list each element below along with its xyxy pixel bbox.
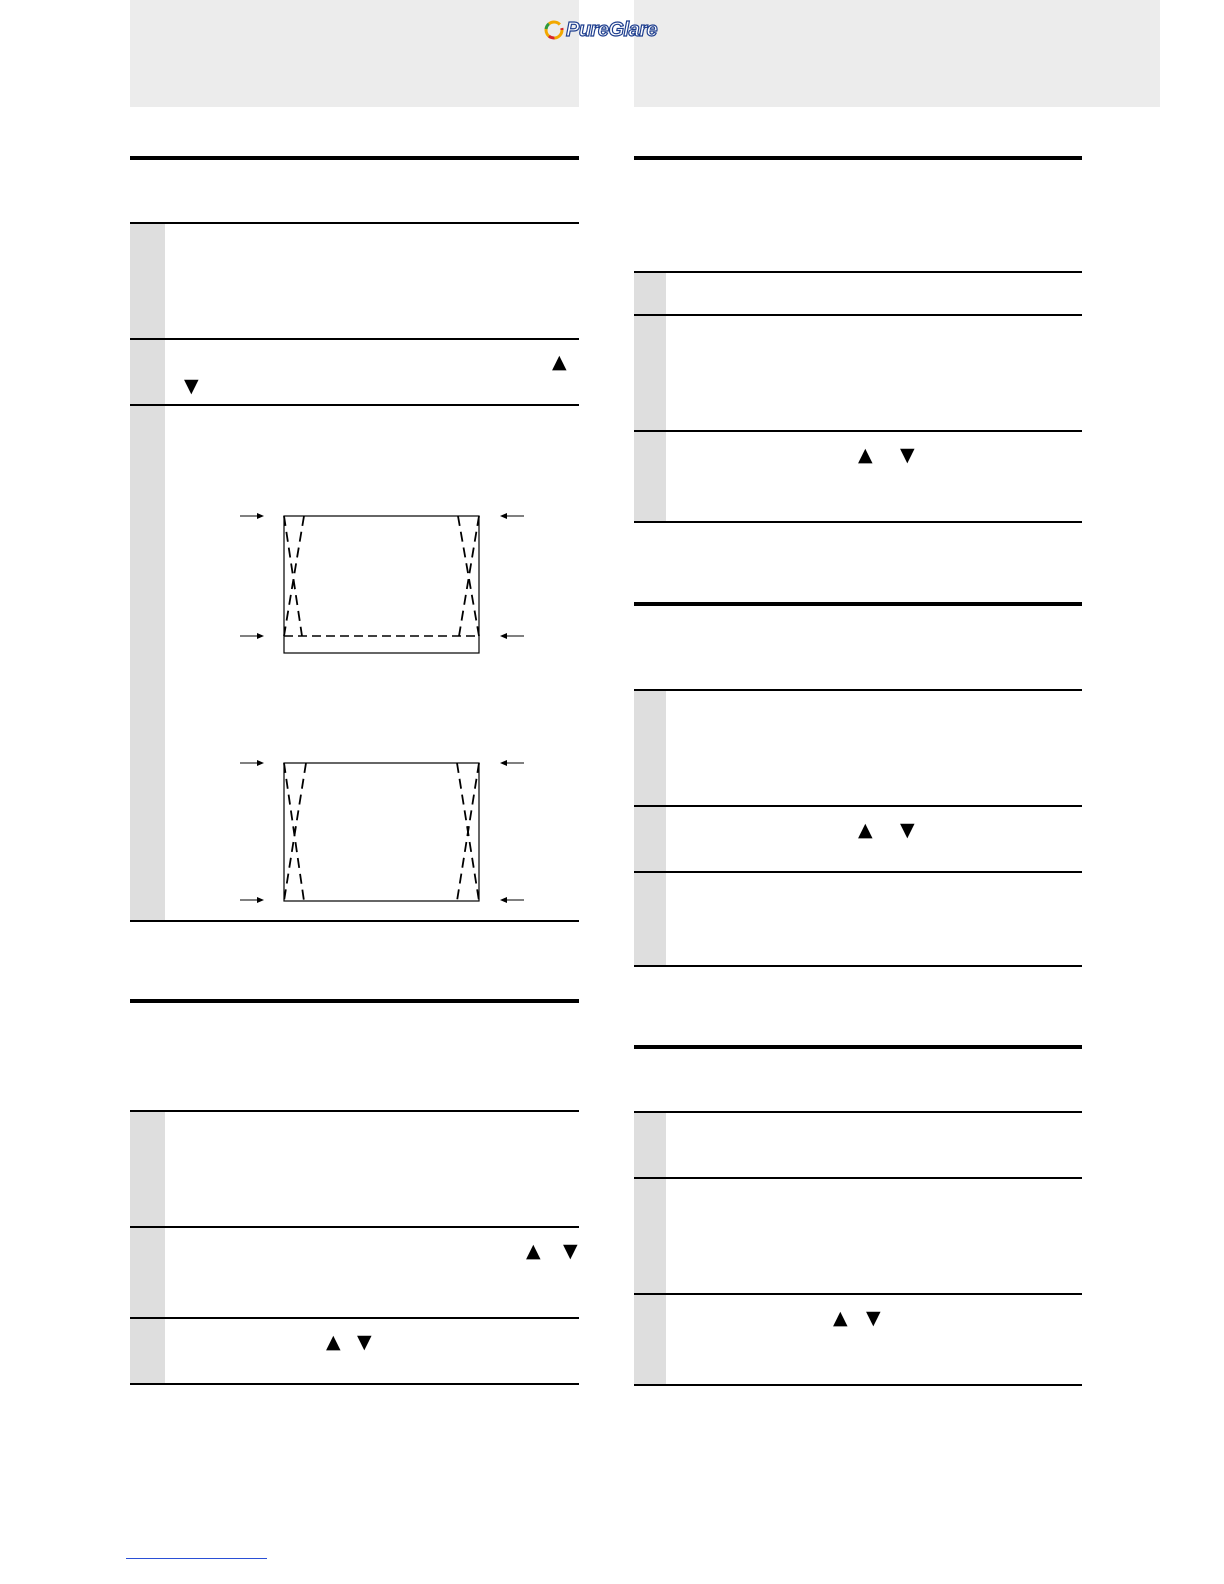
step-divider bbox=[130, 1226, 579, 1228]
table-bottom-rule bbox=[130, 1383, 579, 1385]
step-divider bbox=[634, 314, 1082, 316]
step-gutter bbox=[130, 340, 165, 404]
step-divider bbox=[130, 404, 579, 406]
pureglare-logo[interactable] bbox=[544, 16, 670, 44]
step-gutter bbox=[634, 273, 666, 314]
down-arrow-icon: ▼ bbox=[866, 1307, 881, 1329]
up-arrow-icon: ▲ bbox=[552, 351, 567, 373]
step-gutter bbox=[634, 807, 666, 871]
down-arrow-icon: ▼ bbox=[357, 1331, 372, 1353]
up-arrow-icon: ▲ bbox=[858, 819, 873, 841]
step-gutter bbox=[634, 873, 666, 965]
step-gutter bbox=[130, 1228, 165, 1317]
step-divider bbox=[634, 805, 1082, 807]
down-arrow-icon: ▼ bbox=[900, 819, 915, 841]
table-bottom-rule bbox=[130, 920, 579, 922]
section-rule bbox=[634, 156, 1082, 160]
header-panel-right bbox=[634, 0, 1160, 107]
step-divider bbox=[130, 338, 579, 340]
table-bottom-rule bbox=[634, 521, 1082, 523]
table-top-rule bbox=[634, 271, 1082, 273]
step-gutter bbox=[130, 406, 165, 920]
step-divider bbox=[634, 1177, 1082, 1179]
down-arrow-icon: ▼ bbox=[900, 444, 915, 466]
keystone-diagram-2 bbox=[236, 753, 528, 905]
up-arrow-icon: ▲ bbox=[858, 444, 873, 466]
keystone-diagram-1 bbox=[236, 506, 528, 658]
logo-text: PureGlare bbox=[566, 18, 658, 41]
table-top-rule bbox=[130, 1110, 579, 1112]
step-divider bbox=[634, 430, 1082, 432]
step-divider bbox=[634, 1293, 1082, 1295]
down-arrow-icon: ▼ bbox=[563, 1240, 578, 1262]
up-arrow-icon: ▲ bbox=[833, 1307, 848, 1329]
step-divider bbox=[634, 871, 1082, 873]
step-gutter bbox=[130, 1112, 165, 1226]
table-bottom-rule bbox=[634, 965, 1082, 967]
header-panel-left bbox=[130, 0, 579, 107]
step-divider bbox=[130, 1317, 579, 1319]
footer-link-underline[interactable] bbox=[126, 1558, 267, 1559]
step-gutter bbox=[634, 1295, 666, 1384]
step-gutter bbox=[634, 1179, 666, 1293]
section-rule bbox=[634, 602, 1082, 606]
section-rule bbox=[130, 999, 579, 1003]
step-gutter bbox=[634, 432, 666, 521]
step-gutter bbox=[130, 224, 165, 338]
up-arrow-icon: ▲ bbox=[526, 1240, 541, 1262]
table-top-rule bbox=[634, 1111, 1082, 1113]
down-arrow-icon: ▼ bbox=[184, 375, 199, 397]
table-top-rule bbox=[130, 222, 579, 224]
section-rule bbox=[634, 1045, 1082, 1049]
section-rule bbox=[130, 156, 579, 160]
table-bottom-rule bbox=[634, 1384, 1082, 1386]
step-gutter bbox=[634, 316, 666, 430]
step-gutter bbox=[130, 1319, 165, 1383]
step-gutter bbox=[634, 691, 666, 805]
pureglare-logo-icon bbox=[544, 20, 564, 40]
step-gutter bbox=[634, 1113, 666, 1177]
table-top-rule bbox=[634, 689, 1082, 691]
up-arrow-icon: ▲ bbox=[326, 1331, 341, 1353]
